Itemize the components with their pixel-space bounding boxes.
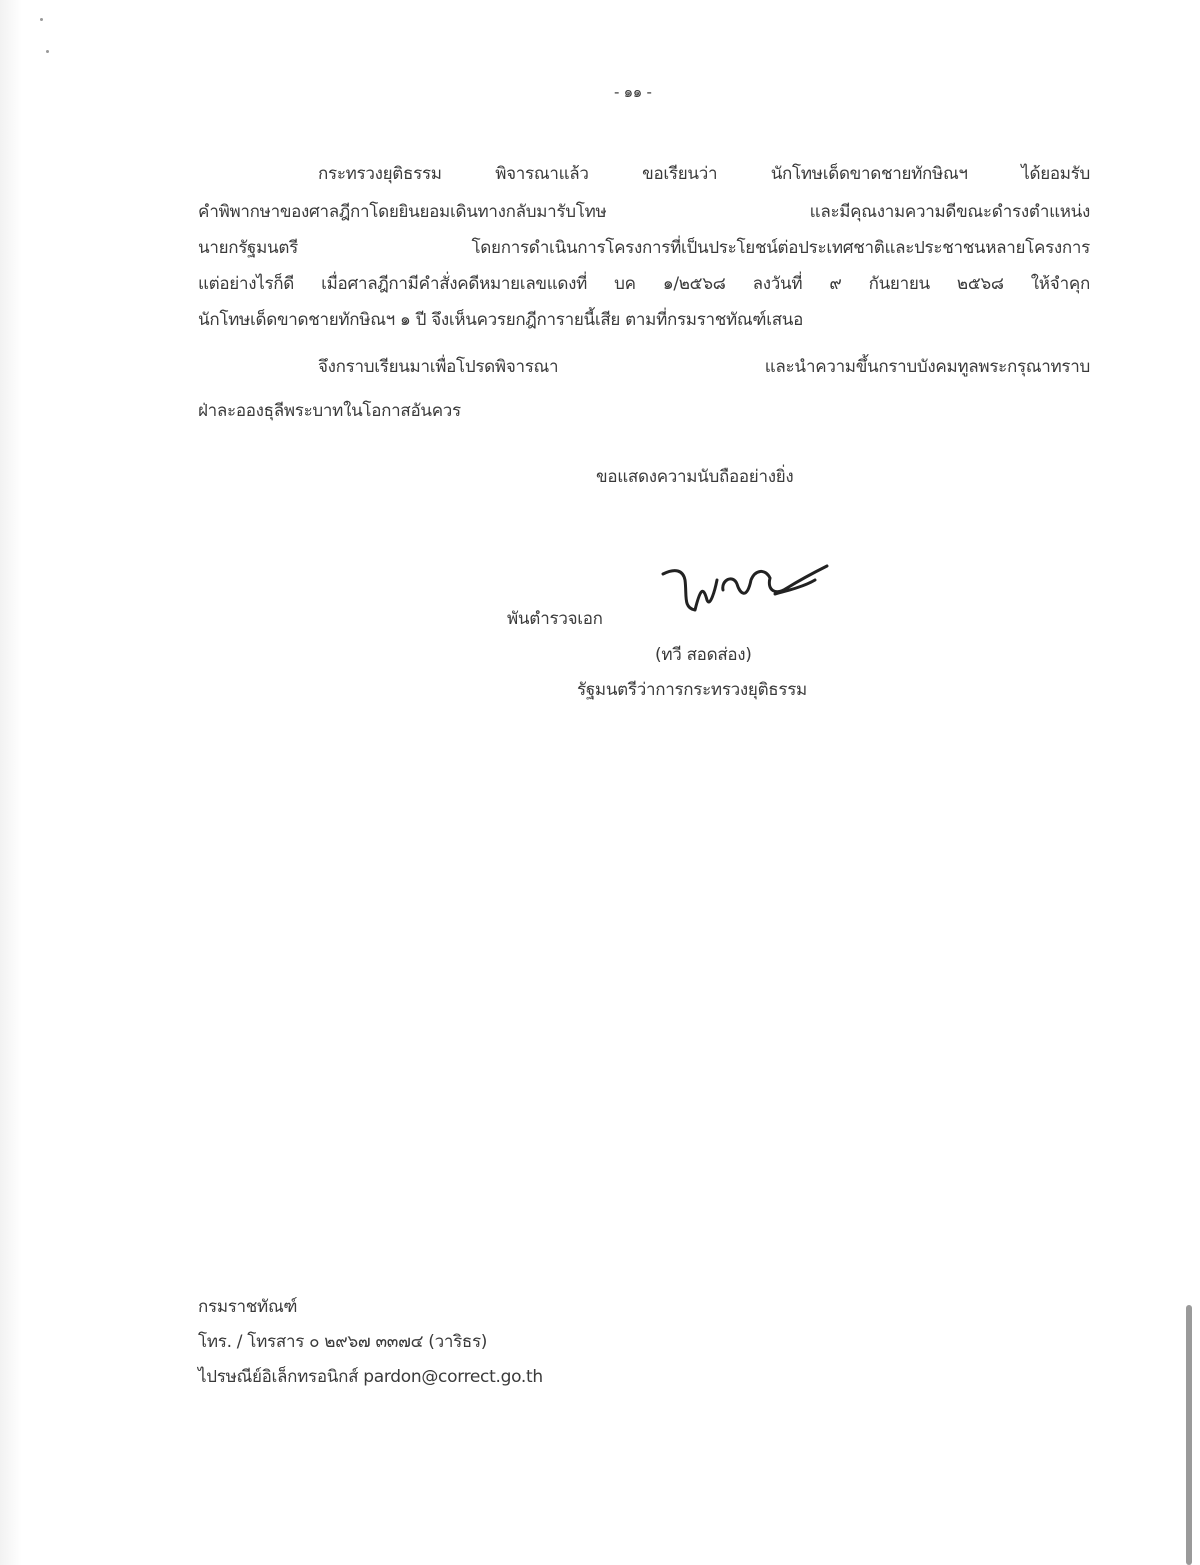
page-edge — [0, 0, 22, 1565]
signature-image — [655, 560, 835, 620]
body-line: จึงกราบเรียนมาเพื่อโปรดพิจารณา และนำความขึ้นกราบบังคมทูลพระกรุณาทราบ — [318, 357, 1090, 377]
signer-rank: พันตำรวจเอก — [507, 609, 603, 629]
body-line: แต่อย่างไรก็ดี เมื่อศาลฎีกามีคำสั่งคดีหมายเลขแดงที่ บค ๑/๒๕๖๘ ลงวันที่ ๙ กันยายน ๒๕๖๘ ให้จำคุก — [198, 274, 1090, 294]
footer-department: กรมราชทัณฑ์ — [198, 1297, 298, 1317]
body-line: ฝ่าละอองธุลีพระบาทในโอกาสอันควร — [198, 401, 461, 421]
page-number: - ๑๑ - — [614, 83, 652, 101]
body-line: นายกรัฐมนตรี โดยการดำเนินการโครงการที่เป็นประโยชน์ต่อประเทศชาติและประชาชนหลายโครงการ — [198, 238, 1090, 258]
scrollbar[interactable] — [1186, 1305, 1192, 1565]
signer-position: รัฐมนตรีว่าการกระทรวงยุติธรรม — [577, 680, 807, 700]
speck — [40, 18, 43, 21]
body-line: กระทรวงยุติธรรม พิจารณาแล้ว ขอเรียนว่า นักโทษเด็ดขาดชายทักษิณฯ ได้ยอมรับ — [318, 164, 1090, 184]
footer-email: ไปรษณีย์อิเล็กทรอนิกส์ pardon@correct.go.th — [198, 1367, 543, 1387]
body-line: นักโทษเด็ดขาดชายทักษิณฯ ๑ ปี จึงเห็นควรยกฎีการายนี้เสีย ตามที่กรมราชทัณฑ์เสนอ — [198, 310, 804, 330]
speck — [46, 50, 49, 53]
body-line: คำพิพากษาของศาลฎีกาโดยยินยอมเดินทางกลับมารับโทษ และมีคุณงามความดีขณะดำรงตำแหน่ง — [198, 202, 1090, 222]
footer-phone: โทร. / โทรสาร ๐ ๒๙๖๗ ๓๓๗๔ (วาริธร) — [198, 1332, 488, 1352]
signer-name: (ทวี สอดส่อง) — [655, 645, 752, 665]
closing: ขอแสดงความนับถืออย่างยิ่ง — [596, 467, 794, 487]
